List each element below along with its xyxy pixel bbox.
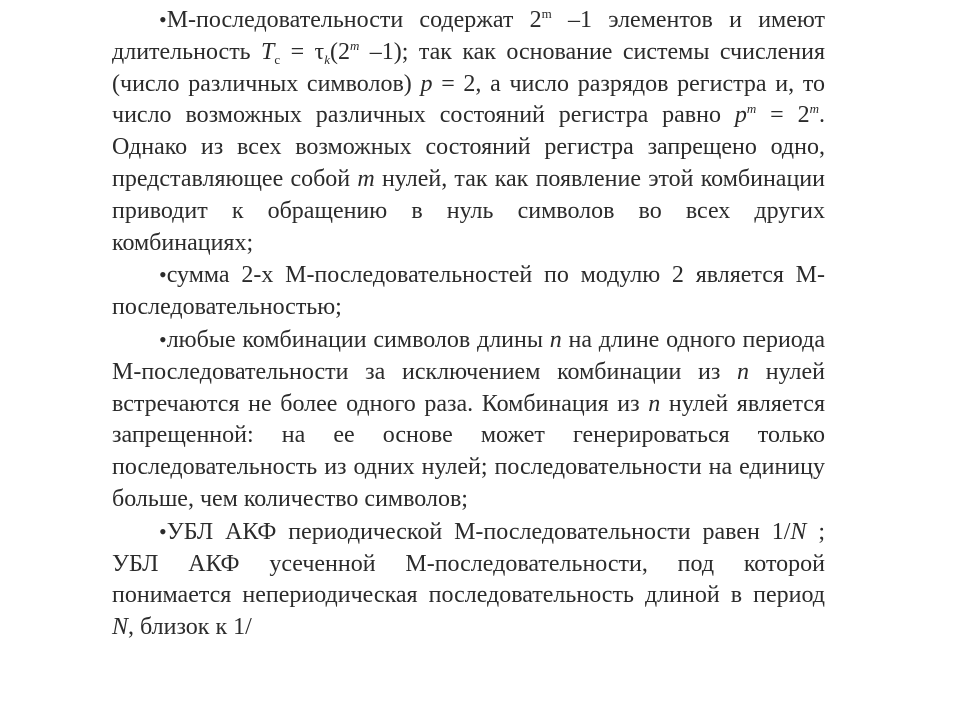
document-body	[112, 4, 825, 644]
paragraph-m-sequence-properties	[112, 4, 825, 259]
bullet-icon: •	[159, 7, 167, 32]
paragraph-combinations	[112, 324, 825, 516]
var-n: n	[737, 358, 750, 385]
text-run: –1 элементов и имеют длительность	[112, 7, 825, 65]
superscript-m: m	[541, 6, 552, 21]
text-run: на длине одного периода М-последовательности за исключением комбинации из	[112, 326, 825, 385]
var-N: N	[112, 614, 129, 641]
bullet-icon: •	[159, 518, 167, 544]
var-N: N	[790, 518, 807, 545]
var-p: p	[734, 102, 747, 129]
text-run: сумма 2-х М-последовательностей по модулю 2 является М-последовательностью;	[112, 262, 825, 321]
text-run: = 2, а число разрядов регистра и, то число возможных различных состояний регистра равно	[112, 70, 825, 129]
text-run: УБЛ АКФ периодической М-последовательности равен 1/	[166, 518, 791, 545]
text-run: =	[280, 38, 315, 65]
symbol-tau: τ	[314, 38, 325, 65]
text-run: М-последовательности содержат 2	[166, 7, 542, 33]
superscript-m	[350, 38, 359, 53]
paragraph-sidelobe-level	[112, 516, 825, 644]
var-m: m	[809, 101, 819, 117]
text-run: нулей встречаются не более одного раза. Комбинация из	[112, 358, 825, 417]
text-run: , близок к 1/	[128, 614, 252, 641]
var-T: T	[261, 38, 275, 65]
var-m: m	[357, 165, 375, 192]
var-k: k	[324, 51, 330, 67]
subscript-c: c	[274, 51, 281, 67]
text-run: . Однако из всех возможных состояний регистра запрещено одно, представляющее собой	[112, 102, 825, 192]
text-run: ; УБЛ АКФ усеченной М-последовательности, под которой понимается непериодическая последовательность длиной в период	[112, 518, 825, 609]
text-run: = 2	[756, 102, 810, 129]
text-run: нулей, так как появление этой комбинации приводит к обращению в нуль символов во всех других комбинациях;	[112, 165, 825, 256]
superscript-m	[810, 101, 819, 116]
var-p: p	[420, 70, 433, 97]
var-n: n	[648, 390, 661, 417]
paragraph-sum-modulo-two	[112, 259, 825, 324]
var-m: m	[746, 101, 757, 117]
superscript-m	[747, 101, 756, 116]
bullet-icon: •	[159, 326, 167, 352]
text-run: (2	[329, 38, 350, 65]
bullet-icon: •	[159, 262, 167, 288]
var-n: n	[549, 326, 562, 353]
text-run: любые комбинации символов длины	[166, 326, 550, 353]
text-run: –1); так как основание системы счисления (число различных символов)	[112, 38, 825, 97]
var-m: m	[349, 37, 360, 53]
text-run: нулей является запрещенной: на ее основе может генерироваться только последовательность из одних нулей; последовательности на единицу больше, чем количество символов;	[112, 390, 825, 512]
